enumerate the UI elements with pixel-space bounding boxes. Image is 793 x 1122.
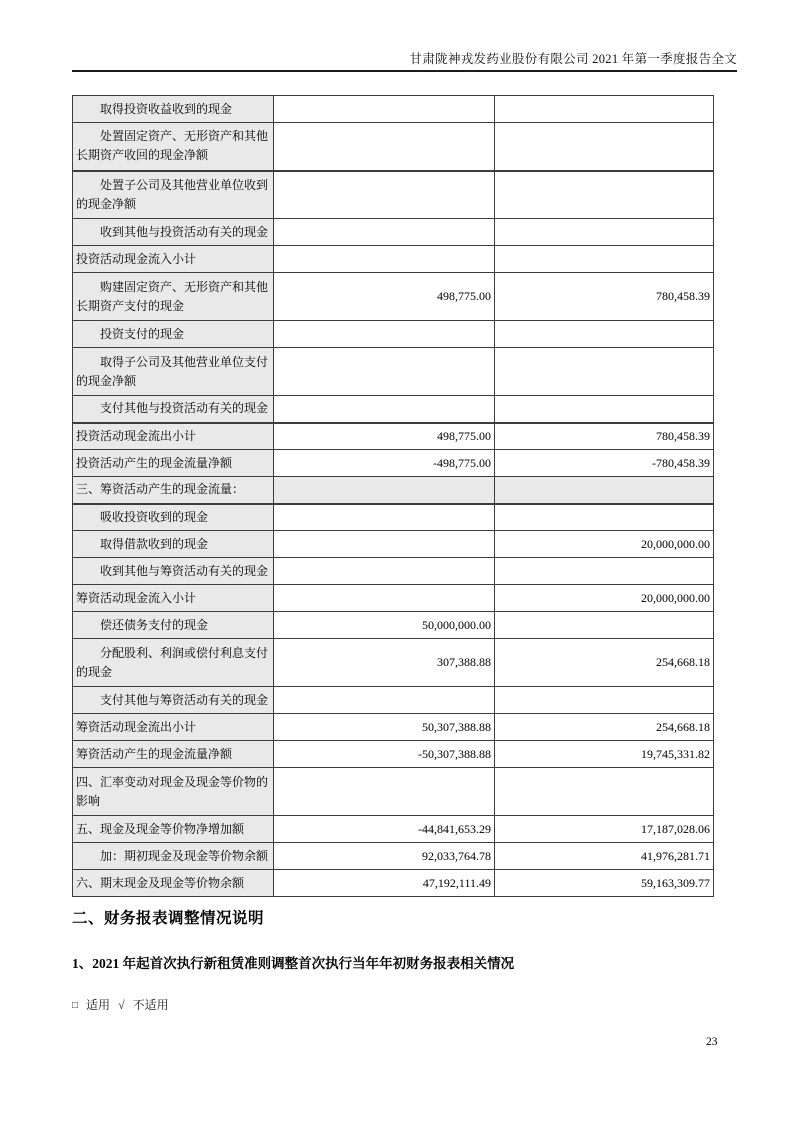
cash-flow-row bbox=[73, 273, 714, 321]
row-amount-value1: 92,033,764.78 bbox=[274, 843, 495, 870]
row-amount-value2: -780,458.39 bbox=[495, 450, 714, 477]
row-amount-value1: 498,775.00 bbox=[274, 273, 495, 321]
row-label: 处置子公司及其他营业单位收到的现金净额 bbox=[73, 171, 274, 219]
row-amount-value2: 254,668.18 bbox=[495, 639, 714, 687]
cash-flow-row bbox=[73, 558, 714, 585]
row-label: 偿还债务支付的现金 bbox=[73, 612, 274, 639]
row-amount-value2 bbox=[495, 612, 714, 639]
row-amount-value2 bbox=[495, 348, 714, 396]
row-amount-value1 bbox=[274, 96, 495, 123]
row-amount-value1: 50,000,000.00 bbox=[274, 612, 495, 639]
row-amount-value2: 59,163,309.77 bbox=[495, 870, 714, 897]
row-amount-value2 bbox=[495, 477, 714, 504]
row-amount-value1: -44,841,653.29 bbox=[274, 816, 495, 843]
row-amount-value1 bbox=[274, 396, 495, 423]
row-amount-value2: 780,458.39 bbox=[495, 273, 714, 321]
cash-flow-row bbox=[73, 714, 714, 741]
section-subheading-new-lease-standard: 1、2021 年起首次执行新租赁准则调整首次执行当年年初财务报表相关情况 bbox=[72, 956, 515, 971]
row-amount-value2: 17,187,028.06 bbox=[495, 816, 714, 843]
row-amount-value2 bbox=[495, 246, 714, 273]
row-label: 筹资活动产生的现金流量净额 bbox=[73, 741, 274, 768]
cash-flow-row bbox=[73, 639, 714, 687]
checkmark-icon: √ bbox=[118, 998, 125, 1012]
row-amount-value1 bbox=[274, 171, 495, 219]
cash-flow-row bbox=[73, 396, 714, 423]
row-label: 加：期初现金及现金等价物余额 bbox=[73, 843, 274, 870]
row-amount-value2 bbox=[495, 123, 714, 171]
cash-flow-row bbox=[73, 816, 714, 843]
row-amount-value1 bbox=[274, 531, 495, 558]
cash-flow-row bbox=[73, 96, 714, 123]
row-amount-value1 bbox=[274, 504, 495, 531]
cash-flow-row bbox=[73, 687, 714, 714]
row-amount-value2 bbox=[495, 687, 714, 714]
row-amount-value2 bbox=[495, 768, 714, 816]
row-label: 投资支付的现金 bbox=[73, 321, 274, 348]
row-amount-value1: -50,307,388.88 bbox=[274, 741, 495, 768]
cash-flow-row bbox=[73, 585, 714, 612]
row-label: 收到其他与投资活动有关的现金 bbox=[73, 219, 274, 246]
cash-flow-row bbox=[73, 741, 714, 768]
row-amount-value2: 19,745,331.82 bbox=[495, 741, 714, 768]
row-label: 取得投资收益收到的现金 bbox=[73, 96, 274, 123]
row-amount-value1 bbox=[274, 321, 495, 348]
row-amount-value1 bbox=[274, 348, 495, 396]
row-amount-value1 bbox=[274, 687, 495, 714]
cash-flow-row bbox=[73, 768, 714, 816]
section-heading-financial-statement-adjustment: 二、财务报表调整情况说明 bbox=[72, 910, 265, 927]
cash-flow-row bbox=[73, 423, 714, 450]
row-label: 投资活动现金流出小计 bbox=[73, 423, 274, 450]
row-label: 三、筹资活动产生的现金流量： bbox=[73, 477, 274, 504]
row-amount-value1: 47,192,111.49 bbox=[274, 870, 495, 897]
cash-flow-row bbox=[73, 843, 714, 870]
cash-flow-row bbox=[73, 348, 714, 396]
row-amount-value2: 20,000,000.00 bbox=[495, 531, 714, 558]
row-amount-value2 bbox=[495, 396, 714, 423]
row-amount-value1 bbox=[274, 246, 495, 273]
cash-flow-row bbox=[73, 531, 714, 558]
cash-flow-row bbox=[73, 219, 714, 246]
row-amount-value1: 307,388.88 bbox=[274, 639, 495, 687]
row-label: 取得借款收到的现金 bbox=[73, 531, 274, 558]
row-label: 筹资活动现金流入小计 bbox=[73, 585, 274, 612]
row-amount-value1 bbox=[274, 219, 495, 246]
row-amount-value1 bbox=[274, 768, 495, 816]
cash-flow-row bbox=[73, 870, 714, 897]
row-label: 支付其他与投资活动有关的现金 bbox=[73, 396, 274, 423]
row-amount-value1 bbox=[274, 585, 495, 612]
report-header-title: 甘肃陇神戎发药业股份有限公司 2021 年第一季度报告全文 bbox=[409, 52, 737, 66]
row-amount-value2: 254,668.18 bbox=[495, 714, 714, 741]
cash-flow-row bbox=[73, 123, 714, 171]
cash-flow-row bbox=[73, 171, 714, 219]
row-amount-value1 bbox=[274, 558, 495, 585]
applicable-label: 适用 bbox=[86, 998, 111, 1012]
row-label: 六、期末现金及现金等价物余额 bbox=[73, 870, 274, 897]
row-label: 处置固定资产、无形资产和其他长期资产收回的现金净额 bbox=[73, 123, 274, 171]
row-amount-value2 bbox=[495, 219, 714, 246]
row-amount-value1: -498,775.00 bbox=[274, 450, 495, 477]
row-amount-value1 bbox=[274, 123, 495, 171]
row-label: 取得子公司及其他营业单位支付的现金净额 bbox=[73, 348, 274, 396]
row-label: 购建固定资产、无形资产和其他长期资产支付的现金 bbox=[73, 273, 274, 321]
row-amount-value2 bbox=[495, 321, 714, 348]
row-label: 投资活动产生的现金流量净额 bbox=[73, 450, 274, 477]
row-label: 四、汇率变动对现金及现金等价物的影响 bbox=[73, 768, 274, 816]
cash-flow-row bbox=[73, 450, 714, 477]
not-applicable-label: 不适用 bbox=[132, 998, 169, 1012]
row-label: 五、现金及现金等价物净增加额 bbox=[73, 816, 274, 843]
row-amount-value2: 20,000,000.00 bbox=[495, 585, 714, 612]
cash-flow-row bbox=[73, 504, 714, 531]
page-number: 23 bbox=[706, 1036, 718, 1048]
row-label: 支付其他与筹资活动有关的现金 bbox=[73, 687, 274, 714]
row-amount-value2: 41,976,281.71 bbox=[495, 843, 714, 870]
row-label: 分配股利、利润或偿付利息支付的现金 bbox=[73, 639, 274, 687]
row-label: 筹资活动现金流出小计 bbox=[73, 714, 274, 741]
row-amount-value1 bbox=[274, 477, 495, 504]
row-amount-value1: 498,775.00 bbox=[274, 423, 495, 450]
row-amount-value2 bbox=[495, 96, 714, 123]
row-amount-value2 bbox=[495, 558, 714, 585]
cash-flow-row bbox=[73, 477, 714, 504]
row-label: 投资活动现金流入小计 bbox=[73, 246, 274, 273]
header-divider bbox=[72, 70, 737, 72]
row-amount-value2 bbox=[495, 171, 714, 219]
row-label: 收到其他与筹资活动有关的现金 bbox=[73, 558, 274, 585]
cash-flow-row bbox=[73, 612, 714, 639]
row-amount-value1: 50,307,388.88 bbox=[274, 714, 495, 741]
checkbox-unchecked-icon: □ bbox=[72, 1000, 79, 1011]
row-label: 吸收投资收到的现金 bbox=[73, 504, 274, 531]
row-amount-value2: 780,458.39 bbox=[495, 423, 714, 450]
cash-flow-row bbox=[73, 321, 714, 348]
cash-flow-table bbox=[72, 95, 714, 897]
row-amount-value2 bbox=[495, 504, 714, 531]
applicability-line bbox=[72, 996, 174, 1013]
cash-flow-row bbox=[73, 246, 714, 273]
